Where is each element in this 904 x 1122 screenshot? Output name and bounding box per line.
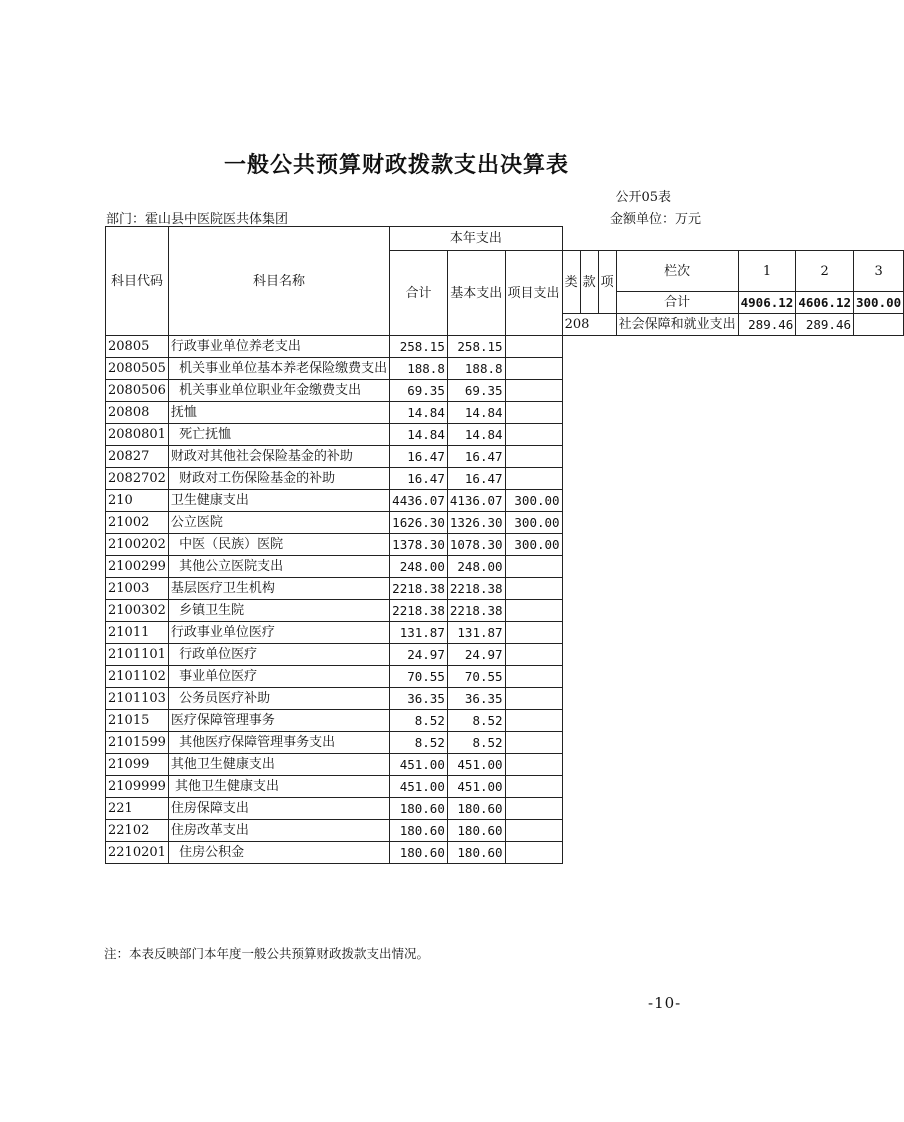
row-name: 其他医疗保障管理事务支出: [168, 732, 389, 754]
row-name: 事业单位医疗: [168, 666, 389, 688]
row-basic: 451.00: [447, 754, 505, 776]
row-project: [505, 336, 562, 358]
row-project: 300.00: [505, 490, 562, 512]
row-total: 8.52: [390, 732, 448, 754]
header-code: 科目代码: [106, 227, 169, 336]
row-total: 180.60: [390, 842, 448, 864]
row-project: 300.00: [505, 512, 562, 534]
table-note: 注：本表反映部门本年度一般公共预算财政拨款支出情况。: [104, 946, 430, 961]
row-total: 16.47: [390, 446, 448, 468]
row-name: 行政事业单位医疗: [168, 622, 389, 644]
table-row: [106, 380, 904, 402]
header-col2: 2: [796, 251, 854, 292]
row-total: 2218.38: [390, 600, 448, 622]
row-basic: 2218.38: [447, 578, 505, 600]
row-total: 1626.30: [390, 512, 448, 534]
row-code: 2101599: [106, 732, 169, 754]
table-row: [106, 490, 904, 512]
row-total: 36.35: [390, 688, 448, 710]
header-col3: 3: [854, 251, 904, 292]
row-project: [505, 820, 562, 842]
header-col1: 1: [738, 251, 796, 292]
row-name: 抚恤: [168, 402, 389, 424]
row-code: 2210201: [106, 842, 169, 864]
row-name: 基层医疗卫生机构: [168, 578, 389, 600]
row-code: 2080505: [106, 358, 169, 380]
table-row: [106, 600, 904, 622]
table-row: [106, 402, 904, 424]
row-code: 2100202: [106, 534, 169, 556]
row-code: 22102: [106, 820, 169, 842]
row-project: [505, 380, 562, 402]
row-code: 208: [562, 314, 616, 336]
table-row: [106, 336, 904, 358]
row-project: [505, 754, 562, 776]
row-basic: 69.35: [447, 380, 505, 402]
row-project: 300.00: [505, 534, 562, 556]
row-name: 机关事业单位职业年金缴费支出: [168, 380, 389, 402]
row-basic: 1326.30: [447, 512, 505, 534]
row-name: 其他卫生健康支出: [168, 776, 389, 798]
row-basic: 70.55: [447, 666, 505, 688]
row-project: [505, 468, 562, 490]
row-total: 16.47: [390, 468, 448, 490]
row-name: 乡镇卫生院: [168, 600, 389, 622]
row-basic: 24.97: [447, 644, 505, 666]
table-row: [106, 644, 904, 666]
table-row: [106, 710, 904, 732]
row-name: 其他公立医院支出: [168, 556, 389, 578]
department-label: 部门：霍山县中医院医共体集团: [106, 212, 289, 227]
row-basic: 8.52: [447, 710, 505, 732]
row-code: 210: [106, 490, 169, 512]
header-column-no: 栏次: [616, 251, 738, 292]
total-row-project: 300.00: [854, 292, 904, 314]
row-basic: 16.47: [447, 468, 505, 490]
row-code: 21099: [106, 754, 169, 776]
row-name: 行政事业单位养老支出: [168, 336, 389, 358]
table-row: [106, 534, 904, 556]
row-project: [505, 710, 562, 732]
row-basic: 8.52: [447, 732, 505, 754]
row-code: 20808: [106, 402, 169, 424]
row-code: 2082702: [106, 468, 169, 490]
row-basic: 2218.38: [447, 600, 505, 622]
row-basic: 131.87: [447, 622, 505, 644]
row-code: 21011: [106, 622, 169, 644]
row-basic: 4136.07: [447, 490, 505, 512]
row-project: [505, 446, 562, 468]
table-row: [106, 512, 904, 534]
row-basic: 289.46: [796, 314, 854, 336]
row-name: 住房保障支出: [168, 798, 389, 820]
row-project: [505, 776, 562, 798]
row-project: [505, 688, 562, 710]
row-name: 其他卫生健康支出: [168, 754, 389, 776]
row-project: [505, 600, 562, 622]
row-project: [854, 314, 904, 336]
row-code: 2101103: [106, 688, 169, 710]
row-basic: 188.8: [447, 358, 505, 380]
row-code: 2109999: [106, 776, 169, 798]
page-number: -10-: [648, 994, 682, 1012]
row-basic: 248.00: [447, 556, 505, 578]
row-total: 180.60: [390, 820, 448, 842]
row-code: 20827: [106, 446, 169, 468]
row-total: 2218.38: [390, 578, 448, 600]
header-lei: 类: [562, 251, 580, 314]
row-name: 住房公积金: [168, 842, 389, 864]
header-name: 科目名称: [168, 227, 389, 336]
total-row-label: 合计: [616, 292, 738, 314]
row-total: 188.8: [390, 358, 448, 380]
row-project: [505, 402, 562, 424]
row-name: 中医（民族）医院: [168, 534, 389, 556]
row-total: 451.00: [390, 776, 448, 798]
table-row: [106, 446, 904, 468]
row-project: [505, 578, 562, 600]
row-total: 289.46: [738, 314, 796, 336]
table-row: [106, 820, 904, 842]
table-row: [106, 666, 904, 688]
table-row: [106, 556, 904, 578]
table-row: [106, 798, 904, 820]
row-code: 221: [106, 798, 169, 820]
row-total: 69.35: [390, 380, 448, 402]
row-basic: 14.84: [447, 424, 505, 446]
row-project: [505, 358, 562, 380]
row-project: [505, 556, 562, 578]
document-title: 一般公共预算财政拨款支出决算表: [223, 153, 569, 178]
row-name: 医疗保障管理事务: [168, 710, 389, 732]
row-total: 131.87: [390, 622, 448, 644]
row-name: 机关事业单位基本养老保险缴费支出: [168, 358, 389, 380]
row-basic: 258.15: [447, 336, 505, 358]
table-row: [106, 688, 904, 710]
header-xiang: 项: [598, 251, 616, 314]
row-total: 248.00: [390, 556, 448, 578]
row-total: 258.15: [390, 336, 448, 358]
row-name: 财政对其他社会保险基金的补助: [168, 446, 389, 468]
row-code: 2080506: [106, 380, 169, 402]
table-row: [106, 754, 904, 776]
table-row: [106, 358, 904, 380]
row-code: 2080801: [106, 424, 169, 446]
row-basic: 36.35: [447, 688, 505, 710]
row-project: [505, 842, 562, 864]
row-name: 死亡抚恤: [168, 424, 389, 446]
header-current-year: 本年支出: [390, 227, 562, 251]
header-basic: 基本支出: [447, 251, 505, 336]
row-basic: 1078.30: [447, 534, 505, 556]
row-project: [505, 798, 562, 820]
table-row: [106, 842, 904, 864]
row-basic: 451.00: [447, 776, 505, 798]
row-total: 14.84: [390, 402, 448, 424]
total-row-total: 4906.12: [738, 292, 796, 314]
row-name: 公务员医疗补助: [168, 688, 389, 710]
form-number: 公开05表: [615, 190, 671, 205]
row-project: [505, 732, 562, 754]
row-project: [505, 622, 562, 644]
amount-unit-label: 金额单位：万元: [609, 212, 701, 227]
row-code: 21002: [106, 512, 169, 534]
row-total: 1378.30: [390, 534, 448, 556]
row-project: [505, 644, 562, 666]
header-kuan: 款: [580, 251, 598, 314]
row-basic: 16.47: [447, 446, 505, 468]
table-row: [106, 622, 904, 644]
row-code: 20805: [106, 336, 169, 358]
row-code: 21003: [106, 578, 169, 600]
row-basic: 180.60: [447, 798, 505, 820]
row-basic: 180.60: [447, 820, 505, 842]
table-row: [106, 732, 904, 754]
expenditure-table: [105, 226, 904, 864]
row-code: 2100302: [106, 600, 169, 622]
row-name: 行政单位医疗: [168, 644, 389, 666]
row-total: 70.55: [390, 666, 448, 688]
table-row: [106, 578, 904, 600]
row-project: [505, 666, 562, 688]
row-total: 14.84: [390, 424, 448, 446]
row-total: 180.60: [390, 798, 448, 820]
row-name: 社会保障和就业支出: [616, 314, 738, 336]
row-name: 卫生健康支出: [168, 490, 389, 512]
row-project: [505, 424, 562, 446]
row-code: 21015: [106, 710, 169, 732]
row-code: 2100299: [106, 556, 169, 578]
table-row: [106, 776, 904, 798]
header-project: 项目支出: [505, 251, 562, 336]
row-code: 2101101: [106, 644, 169, 666]
row-total: 451.00: [390, 754, 448, 776]
row-total: 8.52: [390, 710, 448, 732]
total-row-basic: 4606.12: [796, 292, 854, 314]
row-name: 公立医院: [168, 512, 389, 534]
row-code: 2101102: [106, 666, 169, 688]
row-total: 24.97: [390, 644, 448, 666]
row-name: 住房改革支出: [168, 820, 389, 842]
header-total: 合计: [390, 251, 448, 336]
row-name: 财政对工伤保险基金的补助: [168, 468, 389, 490]
row-basic: 180.60: [447, 842, 505, 864]
row-basic: 14.84: [447, 402, 505, 424]
table-row: [106, 424, 904, 446]
table-row: [106, 468, 904, 490]
row-total: 4436.07: [390, 490, 448, 512]
